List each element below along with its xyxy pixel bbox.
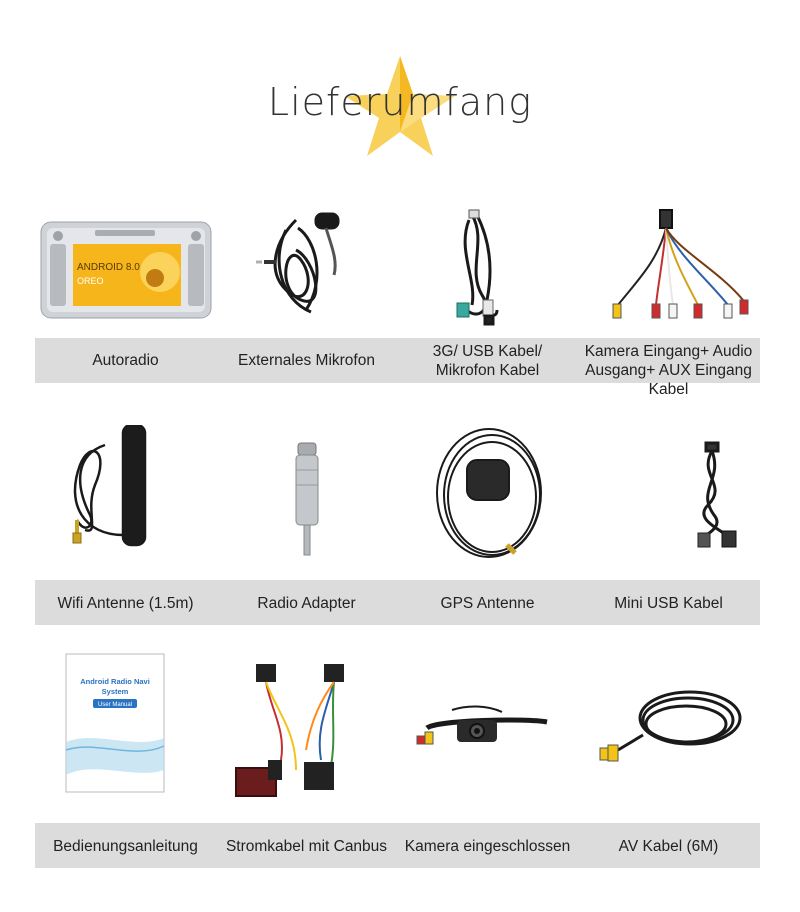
product-label: Externales Mikrofon: [238, 352, 375, 369]
rear-camera-image: [397, 650, 578, 810]
product-label: Kamera Eingang+ Audio Ausgang+ AUX Eingang Kabel: [584, 343, 753, 398]
product-label: Bedienungsanleitung: [53, 838, 198, 855]
product-label: AV Kabel (6M): [618, 838, 719, 855]
svg-text:User Manual: User Manual: [97, 702, 133, 708]
product-label: Radio Adapter: [257, 595, 356, 612]
product-grid: [35, 0, 760, 912]
page-title: Lieferumfang: [267, 80, 533, 124]
product-label: Kamera eingeschlossen: [404, 838, 571, 855]
product-label: 3G/ USB Kabel/ Mikrofon Kabel: [432, 343, 543, 379]
usb-cable-image: [397, 200, 578, 330]
mini-usb-cable-image: [578, 425, 759, 575]
svg-text:Android Radio Navi: Android Radio Navi: [80, 677, 150, 686]
product-label: Stromkabel mit Canbus: [225, 838, 388, 855]
rca-cable-harness-image: [578, 200, 759, 330]
gps-antenna-image: [397, 425, 578, 575]
radio-adapter-image: [216, 425, 397, 575]
product-label: Autoradio: [92, 352, 159, 369]
product-label: GPS Antenne: [440, 595, 535, 612]
svg-text:System: System: [101, 687, 129, 696]
svg-text:OREO: OREO: [77, 276, 104, 286]
product-label: Wifi Antenne (1.5m): [57, 595, 194, 612]
wifi-antenna-image: [35, 425, 216, 575]
product-label: Mini USB Kabel: [614, 595, 723, 612]
microphone-image: [216, 200, 397, 330]
autoradio-image: [35, 200, 216, 330]
user-manual-image: [35, 650, 216, 800]
av-cable-image: [578, 650, 759, 810]
power-cable-canbus-image: [216, 650, 397, 810]
svg-text:ANDROID 8.0: ANDROID 8.0: [77, 262, 140, 273]
